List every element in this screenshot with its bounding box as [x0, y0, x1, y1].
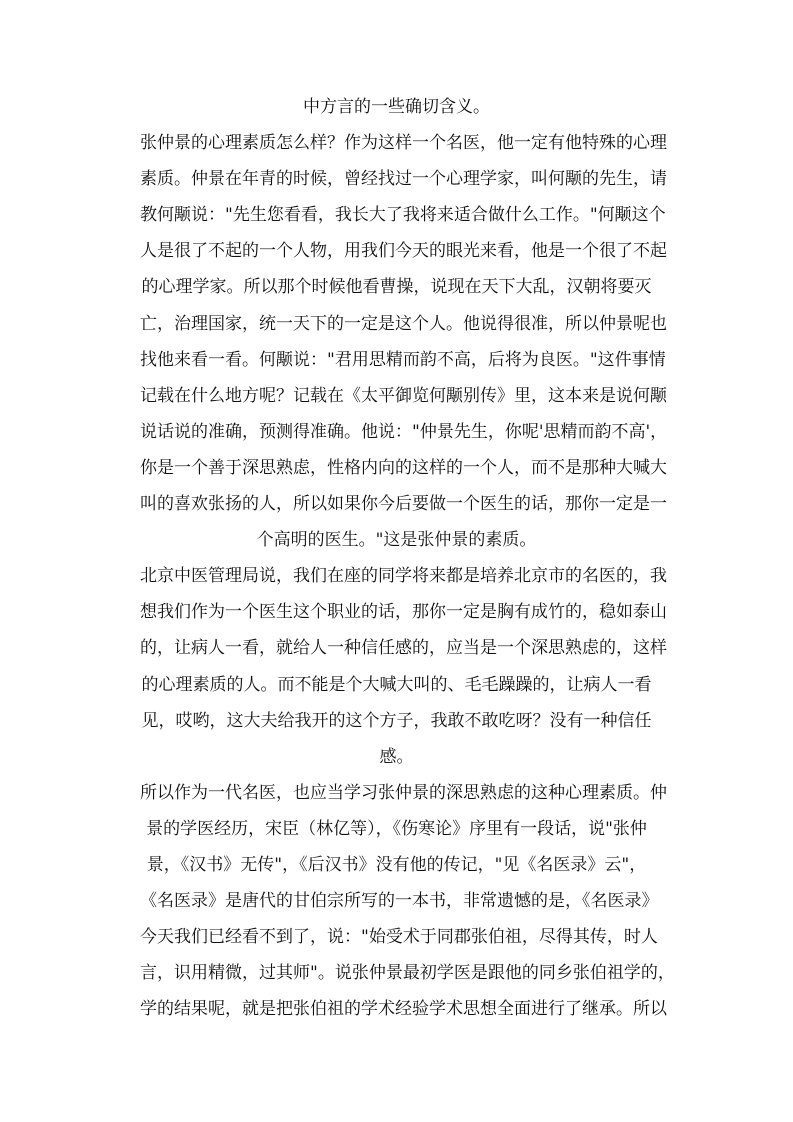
text-line: 个高明的医生。"这是张仲景的素质。	[256, 530, 537, 551]
text-line: 你是一个善于深思熟虑，性格内向的这样的一个人，而不是那种大喊大	[140, 457, 667, 478]
paragraph	[140, 558, 667, 775]
text-line: 教何颙说："先生您看看，我长大了我将来适合做什么工作。"何颙这个	[140, 205, 666, 226]
text-line: 的，让病人一看，就给人一种信任感的，应当是一个深思熟虑的，这样	[140, 638, 667, 659]
text-line: 张仲景的心理素质怎么样？作为这样一个名医，他一定有他特殊的心理	[140, 133, 667, 154]
paragraph	[140, 89, 653, 125]
text-line: 素质。仲景在年青的时候，曾经找过一个心理学家，叫何颙的先生，请	[140, 169, 667, 190]
text-line: 北京中医管理局说，我们在座的同学将来都是培养北京市的名医的，我	[140, 566, 667, 587]
paragraph	[140, 775, 675, 1028]
text-line: 亡，治理国家，统一天下的一定是这个人。他说得很准，所以仲景呢也	[140, 313, 667, 334]
text-line: 感。	[379, 746, 414, 767]
text-line: 说话说的准确，预测得准确。他说："仲景先生，你呢'思精而韵不高'，	[140, 421, 668, 442]
text-line: 叫的喜欢张扬的人，所以如果你今后要做一个医生的话，那你一定是一	[140, 494, 667, 515]
paragraph	[140, 125, 668, 558]
text-line: 人是很了不起的一个人物，用我们今天的眼光来看，他是一个很了不起	[140, 241, 667, 262]
text-line: 言，识用精微，过其师"。说张仲景最初学医是跟他的同乡张伯祖学的，	[140, 963, 675, 984]
text-line: 中方言的一些确切含义。	[303, 97, 490, 117]
text-line: 记载在什么地方呢？记载在《太平御览何颙别传》里，这本来是说何颙	[140, 385, 667, 406]
text-line: 想我们作为一个医生这个职业的话，那你一定是胸有成竹的，稳如泰山	[140, 602, 667, 623]
text-line: 找他来看一看。何颙说："君用思精而韵不高，后将为良医。"这件事情	[140, 349, 666, 370]
text-line: 《名医录》是唐代的甘伯宗所写的一本书，非常遗憾的是，《名医录》	[140, 891, 659, 912]
text-line: 今天我们已经看不到了，说："始受术于同郡张伯祖，尽得其传，时人	[140, 927, 658, 948]
text-line: 的心理素质的人。而不能是个大喊大叫的、毛毛躁躁的，让病人一看	[141, 674, 652, 695]
text-line: 景的学医经历，宋臣（林亿等），《伤寒论》序里有一段话，说"张仲	[146, 818, 647, 839]
text-line: 景，《汉书》无传"，《后汉书》没有他的传记，"见《名医录》云"，	[146, 854, 647, 875]
text-line: 见，哎哟，这大夫给我开的这个方子，我敢不敢吃呀？没有一种信任	[141, 710, 652, 731]
text-line: 学的结果呢，就是把张伯祖的学术经验学术思想全面进行了继承。所以	[140, 999, 667, 1020]
text-line: 所以作为一代名医，也应当学习张仲景的深思熟虑的这种心理素质。仲	[140, 782, 667, 803]
document-body	[140, 89, 675, 1027]
text-line: 的心理学家。所以那个时候他看曹操，说现在天下大乱，汉朝将要灭	[141, 277, 652, 298]
